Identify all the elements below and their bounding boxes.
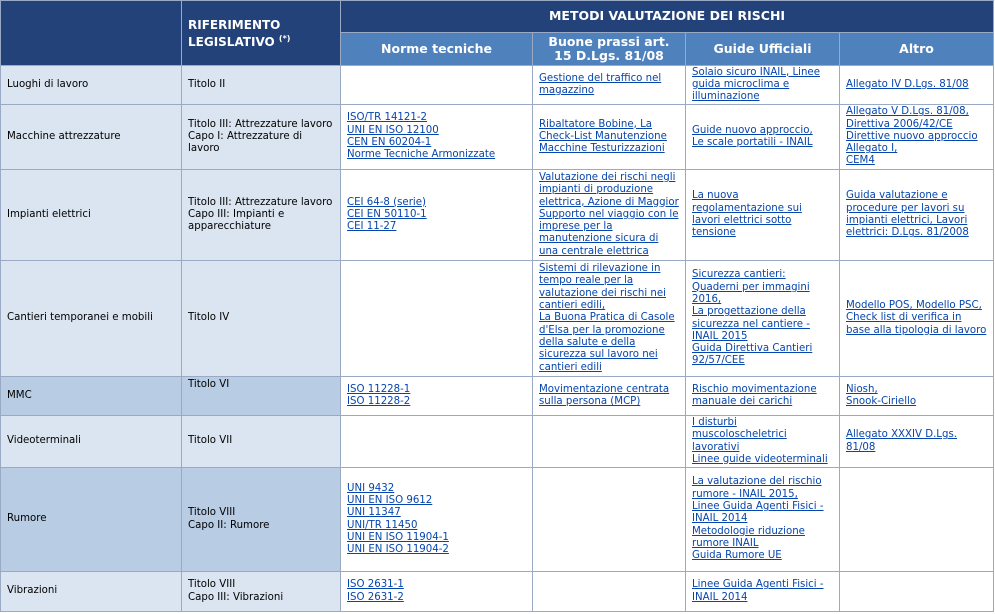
cell-altro [840,377,994,416]
norme-link[interactable]: UNI EN ISO 9612 [347,494,433,506]
norme-link[interactable]: UNI/TR 11450 [347,519,418,531]
table-row [1,105,994,170]
altro-link[interactable]: Guida valutazione e procedure per lavori su impianti elettrici, Lavori elettrici: D.Lgs. 81/2008 [846,190,969,239]
norme-link[interactable]: CEI 11-27 [347,221,397,233]
row-category: Cantieri temporanei e mobili [1,261,182,377]
altro-link[interactable]: Allegato I, [846,143,898,155]
table-row [1,170,994,261]
cell-altro [840,468,994,572]
altro-link[interactable]: CEM4 [846,155,875,167]
cell-guide [686,468,840,572]
cell-altro [840,416,994,468]
guide-link[interactable]: Linee Guida Agenti Fisici - INAIL 2014 [692,579,824,603]
row-category: Videoterminali [1,416,182,468]
norme-link[interactable]: ISO 2631-2 [347,591,404,603]
table-row [1,261,994,377]
cell-norme [341,170,533,261]
altro-link[interactable]: Allegato XXXIV D.Lgs. 81/08 [846,429,957,453]
header-riferimento-note: (*) [278,33,291,43]
norme-link[interactable]: CEI EN 50110-1 [347,208,427,220]
cell-norme [341,468,533,572]
row-riferimento [182,105,341,170]
buone-link[interactable]: Movimentazione centrata sulla persona (MCP) [539,383,670,407]
buone-link[interactable]: La Buona Pratica di Casole d'Elsa per la promozione della salute e della sicurezza sul lavoro nei cantieri edili [539,312,675,373]
cell-buone [533,416,686,468]
header-col-norme: Norme tecniche [341,33,533,66]
riferimento-line: Titolo IV [188,312,230,324]
cell-guide [686,66,840,105]
riferimento-line: Titolo III: Attrezzature lavoro [188,118,333,130]
header-riferimento-label: RIFERIMENTO LEGISLATIVO [188,17,281,49]
riferimento-line: Titolo VIII [188,579,236,591]
altro-link[interactable]: Snook-Ciriello [846,396,917,407]
cell-buone [533,261,686,377]
norme-link[interactable]: UNI EN ISO 12100 [347,124,439,136]
guide-link[interactable]: Guida Rumore UE [692,550,782,562]
norme-link[interactable]: ISO 11228-2 [347,396,411,407]
row-riferimento [182,261,341,377]
cell-buone [533,170,686,261]
cell-buone [533,105,686,170]
norme-link[interactable]: ISO 11228-1 [347,383,411,395]
guide-link[interactable]: La progettazione della sicurezza nel cantiere - INAIL 2015 [692,306,810,342]
guide-link[interactable]: Linee Guida Agenti Fisici - INAIL 2014 [692,501,824,525]
header-col-buone: Buone prassi art. 15 D.Lgs. 81/08 [533,33,686,66]
guide-link[interactable]: I disturbi muscoloscheletrici lavorativi [692,416,787,453]
table-row [1,377,994,416]
riferimento-line: Capo I: Attrezzature di lavoro [188,130,303,155]
guide-link[interactable]: Rischio movimentazione manuale dei carichi [692,383,817,407]
guide-link[interactable]: Le scale portatili - INAIL [692,137,813,148]
row-riferimento [182,377,341,416]
cell-guide [686,261,840,377]
norme-link[interactable]: ISO/TR 14121-2 [347,112,428,124]
row-riferimento [182,468,341,572]
cell-norme [341,105,533,170]
riferimento-line: Titolo VI [188,379,230,390]
row-category: Luoghi di lavoro [1,66,182,105]
cell-norme [341,261,533,377]
table-row [1,468,994,572]
buone-link[interactable]: Sistemi di rilevazione in tempo reale per la valutazione dei rischi nei cantieri edili, [539,263,666,312]
cell-altro [840,105,994,170]
cell-norme [341,572,533,612]
norme-link[interactable]: CEN EN 60204-1 [347,137,432,148]
header-riferimento [182,1,341,66]
cell-altro [840,261,994,377]
altro-link[interactable]: Allegato V D.Lgs. 81/08, [846,106,969,118]
row-category: Macchine attrezzature [1,105,182,170]
guide-link[interactable]: Guide nuovo approccio, [692,124,813,136]
norme-link[interactable]: UNI EN ISO 11904-2 [347,544,449,556]
guide-link[interactable]: Solaio sicuro INAIL, Linee guida microclima e illuminazione [692,66,820,103]
cell-altro [840,66,994,105]
riferimento-line: Capo II: Rumore [188,519,270,531]
cell-buone [533,377,686,416]
cell-guide [686,377,840,416]
riferimento-line: Titolo III: Attrezzature lavoro [188,196,333,208]
row-category: Impianti elettrici [1,170,182,261]
riferimento-line: Titolo VIII [188,507,236,519]
row-riferimento [182,66,341,105]
header-col-altro: Altro [840,33,994,66]
cell-buone [533,66,686,105]
altro-link[interactable]: Allegato IV D.Lgs. 81/08 [846,78,969,90]
table-body [1,66,994,612]
altro-link[interactable]: Direttive nuovo approccio [846,130,978,142]
cell-guide [686,170,840,261]
buone-link[interactable]: Valutazione dei rischi negli impianti di produzione elettrica, Azione di Maggior Supporto nel viaggio con le imprese per la manutenzione sicura di una centrale elettrica [539,171,679,257]
cell-guide [686,572,840,612]
header-metodi: METODI VALUTAZIONE DEI RISCHI [341,1,994,33]
cell-norme [341,377,533,416]
riferimento-line: Capo III: Vibrazioni [188,591,284,603]
norme-link[interactable]: UNI 9432 [347,482,395,494]
cell-guide [686,416,840,468]
norme-link[interactable]: UNI EN ISO 11904-1 [347,531,449,543]
norme-link[interactable]: UNI 11347 [347,507,401,519]
row-riferimento [182,170,341,261]
row-category: Vibrazioni [1,572,182,612]
buone-link[interactable]: Gestione del traffico nel magazzino [539,72,662,96]
guide-link[interactable]: La nuova regolamentazione sui lavori elettrici sotto tensione [692,190,802,239]
cell-buone [533,572,686,612]
guide-link[interactable]: Guida Direttiva Cantieri 92/57/CEE [692,343,813,367]
row-category: MMC [1,377,182,416]
row-riferimento [182,416,341,468]
buone-link[interactable]: Ribaltatore Bobine, La Check-List Manutenzione Macchine Testurizzazioni [539,118,667,155]
altro-link[interactable]: Niosh, [846,383,878,395]
norme-link[interactable]: Norme Tecniche Armonizzate [347,149,496,161]
guide-link[interactable]: Metodologie riduzione rumore INAIL [692,525,805,549]
table-row [1,416,994,468]
norme-link[interactable]: ISO 2631-1 [347,579,404,591]
cell-norme [341,66,533,105]
riferimento-line: Capo III: Impianti e apparecchiature [188,208,285,233]
row-riferimento [182,572,341,612]
header-col-guide: Guide Ufficiali [686,33,840,66]
altro-link[interactable]: Modello POS, Modello PSC, Check list di verifica in base alla tipologia di lavoro [846,300,987,336]
row-category: Rumore [1,468,182,572]
header-blank-cell [1,1,182,66]
altro-link[interactable]: Direttiva 2006/42/CE [846,118,953,130]
cell-altro [840,170,994,261]
guide-link[interactable]: Linee guide videoterminali [692,453,828,465]
guide-link[interactable]: La valutazione del rischio rumore - INAIL 2015, [692,476,822,500]
riferimento-line: Titolo II [188,78,226,90]
table-row [1,572,994,612]
guide-link[interactable]: Sicurezza cantieri: Quaderni per immagini 2016, [692,269,810,305]
table-row [1,66,994,105]
cell-buone [533,468,686,572]
norme-link[interactable]: CEI 64-8 (serie) [347,196,426,208]
cell-norme [341,416,533,468]
riferimento-line: Titolo VII [188,435,233,447]
cell-guide [686,105,840,170]
cell-altro [840,572,994,612]
